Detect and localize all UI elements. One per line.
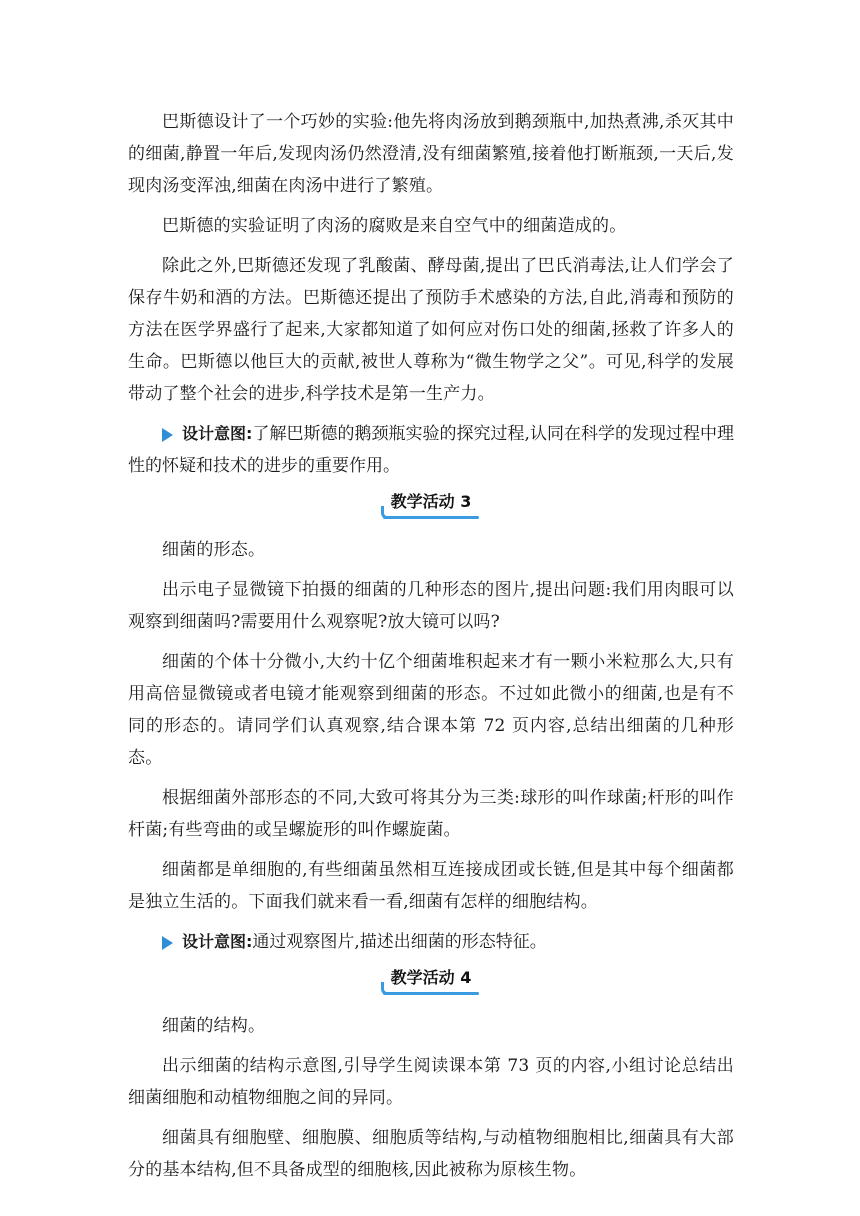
activity-3-title: 教学活动 3 [390, 492, 472, 511]
activity-3-paragraph: 根据细菌外部形态的不同,大致可将其分为三类:球形的叫作球菌;杆形的叫作杆菌;有些弯曲的或呈螺旋形的叫作螺旋菌。 [128, 788, 734, 840]
activity-4-paragraph: 出示细菌的结构示意图,引导学生阅读课本第 73 页的内容,小组讨论总结出细菌细胞和动植物细胞之间的异同。 [128, 1056, 734, 1108]
activity-3-paragraph: 细菌的个体十分微小,大约十亿个细菌堆积起来才有一颗小米粒那么大,只有用高倍显微镜或者电镜才能观察到细菌的形态。不过如此微小的细菌,也是有不同的形态的。请同学们认真观察,结合课本第 72 页内容,总结出细菌的几种形态。 [128, 652, 734, 768]
activity-3-heading [383, 490, 480, 516]
activity-3-heading-wrap [128, 490, 734, 520]
design-intent-2 [128, 926, 734, 958]
heading-underline [383, 992, 480, 995]
activity-3-paragraph: 细菌都是单细胞的,有些细菌虽然相互连接成团或长链,但是其中每个细菌都是独立生活的。下面我们就来看一看,细菌有怎样的细胞结构。 [128, 860, 734, 912]
heading-hook-decoration [381, 506, 390, 519]
activity-4-paragraph: 细菌具有细胞壁、细胞膜、细胞质等结构,与动植物细胞相比,细菌具有大部分的基本结构,但不具备成型的细胞核,因此被称为原核生物。 [128, 1128, 734, 1180]
design-intent-2-label: 设计意图: [182, 932, 253, 951]
paragraph-pasteur-experiment: 巴斯德设计了一个巧妙的实验:他先将肉汤放到鹅颈瓶中,加热煮沸,杀灭其中的细菌,静置一年后,发现肉汤仍然澄清,没有细菌繁殖,接着他打断瓶颈,一天后,发现肉汤变浑浊,细菌在肉汤中进行了繁殖。 [128, 112, 734, 196]
design-intent-1 [128, 418, 734, 482]
design-intent-2-body: 通过观察图片,描述出细菌的形态特征。 [252, 932, 547, 952]
paragraph-experiment-conclusion: 巴斯德的实验证明了肉汤的腐败是来自空气中的细菌造成的。 [162, 216, 627, 236]
design-intent-2-text [128, 926, 734, 958]
activity-4-heading [383, 966, 480, 992]
document-page [128, 106, 734, 1194]
paragraph-pasteur-contributions: 除此之外,巴斯德还发现了乳酸菌、酵母菌,提出了巴氏消毒法,让人们学会了保存牛奶和酒的方法。巴斯德还提出了预防手术感染的方法,自此,消毒和预防的方法在医学界盛行了起来,大家都知道了如何应对伤口处的细菌,拯救了许多人的生命。巴斯德以他巨大的贡献,被世人尊称为“微生物学之父”。可见,科学的发展带动了整个社会的进步,科学技术是第一生产力。 [128, 256, 734, 404]
heading-hook-decoration [381, 982, 390, 995]
play-triangle-icon [162, 428, 173, 442]
heading-underline [383, 516, 480, 519]
activity-4-paragraph: 细菌的结构。 [162, 1016, 266, 1036]
activity-4-title: 教学活动 4 [390, 968, 472, 987]
activity-4-heading-wrap [128, 966, 734, 996]
design-intent-1-body: 了解巴斯德的鹅颈瓶实验的探究过程,认同在科学的发现过程中理性的怀疑和技术的进步的重要作用。 [128, 424, 734, 476]
design-intent-1-text [128, 418, 734, 482]
activity-3-paragraph: 细菌的形态。 [162, 540, 266, 560]
play-triangle-icon [162, 936, 173, 950]
activity-3-paragraph: 出示电子显微镜下拍摄的细菌的几种形态的图片,提出问题:我们用肉眼可以观察到细菌吗?需要用什么观察呢?放大镜可以吗? [128, 580, 734, 632]
design-intent-1-label: 设计意图: [182, 424, 253, 443]
